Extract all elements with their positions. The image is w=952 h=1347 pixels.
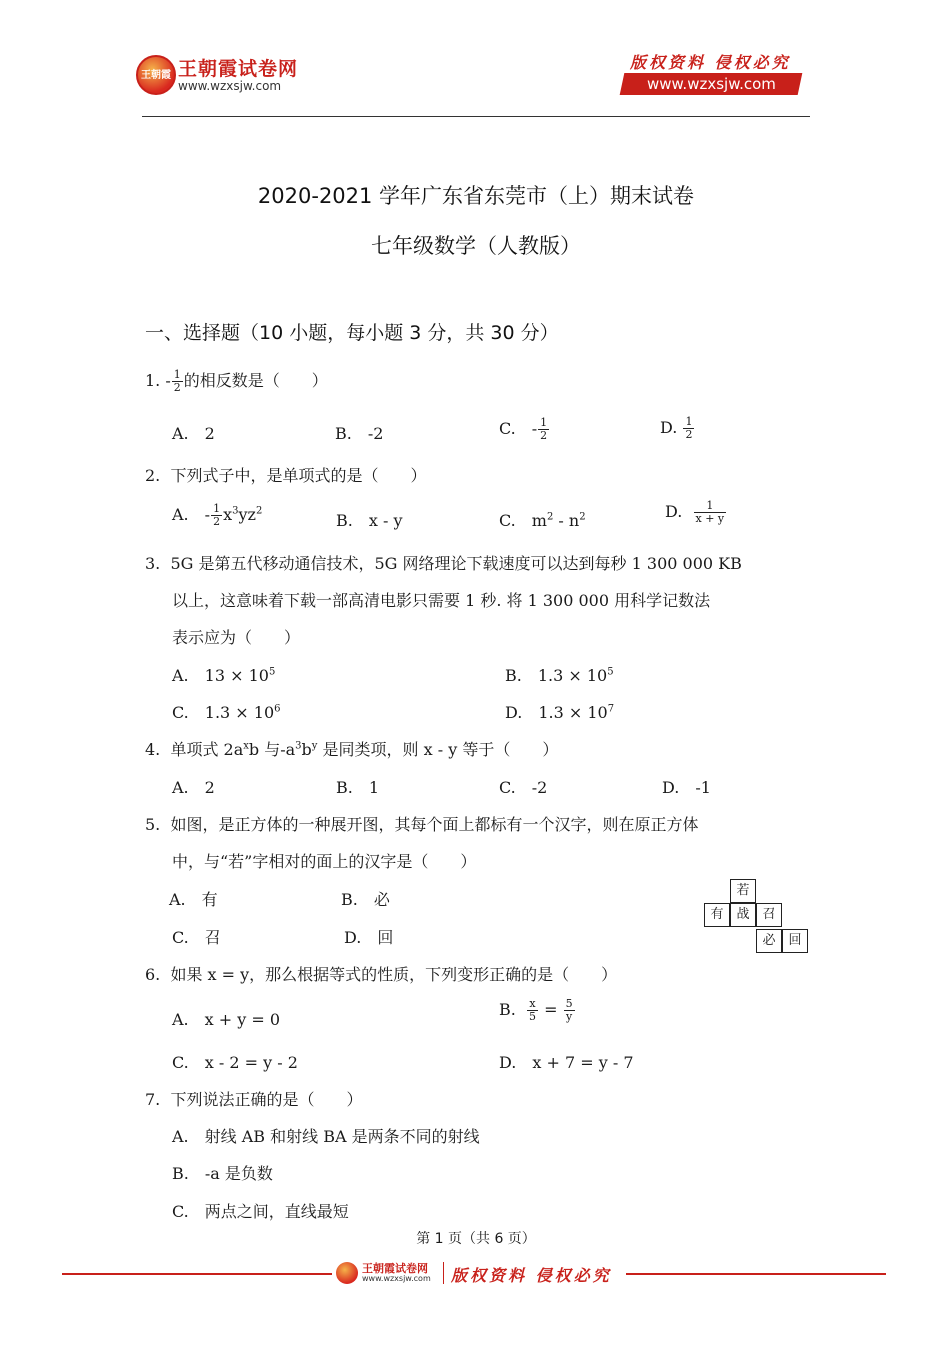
net-cell-bottom-left: 必 <box>756 929 782 953</box>
logo-badge-icon <box>136 55 176 95</box>
q5-option-d[interactable]: D. 回 <box>344 928 394 947</box>
q6-option-a[interactable]: A. x + y = 0 <box>172 1010 281 1029</box>
q6-option-c[interactable]: C. x - 2 = y - 2 <box>172 1053 298 1072</box>
q4-option-d[interactable]: D. -1 <box>662 778 711 797</box>
q5-line-2: 中，与“若”字相对的面上的汉字是（ ） <box>172 852 477 871</box>
section-heading: 一、选择题（10 小题，每小题 3 分，共 30 分） <box>145 322 559 344</box>
q2-option-a[interactable]: A. - $\frac{1}{2}$ $x^3yz^2$ <box>172 502 263 528</box>
rights-url-text: www.wzxsjw.com <box>646 75 776 93</box>
q1-option-d[interactable]: D. $\frac{1}{2}$ <box>660 415 693 441</box>
page-number: 第 1 页（共 6 页） <box>416 1231 536 1247</box>
q7-option-b[interactable]: B. -a 是负数 <box>172 1164 273 1183</box>
q1-option-b[interactable]: B. -2 <box>335 424 384 443</box>
q1-fraction: $\frac{1}{2}$ <box>173 368 181 394</box>
net-cell-row-right: 召 <box>756 903 782 927</box>
rights-url[interactable] <box>620 73 803 95</box>
question-5: 5. 如图，是正方体的一种展开图，其每个面上都标有一个汉字，则在原正方体 <box>145 815 699 834</box>
net-cell-row-mid: 战 <box>730 903 756 927</box>
q2-option-d[interactable]: D. $\frac{1}{x + y}$ <box>665 499 725 525</box>
q4-option-c[interactable]: C. -2 <box>499 778 548 797</box>
cube-net-figure <box>704 879 808 955</box>
footer-logo-icon <box>336 1262 358 1284</box>
q3-option-c[interactable]: C. $1.3 \times 10^6$ <box>172 703 281 722</box>
q1-option-a[interactable]: A. 2 <box>172 424 215 443</box>
footer-logo-name: 王朝霞试卷网 <box>362 1262 428 1275</box>
rights-text: 版权资料 侵权必究 <box>630 53 791 72</box>
q2-option-c[interactable]: C. $m^2 - n^2$ <box>499 511 586 530</box>
q5-option-b[interactable]: B. 必 <box>341 890 390 909</box>
q6-option-d[interactable]: D. x + 7 = y - 7 <box>499 1053 634 1072</box>
q1-number: 1. <box>145 371 161 390</box>
question-6: 6. 如果 x = y，那么根据等式的性质，下列变形正确的是（ ） <box>145 965 618 984</box>
net-cell-top: 若 <box>730 879 756 903</box>
page-subtitle: 七年级数学（人教版） <box>371 234 581 258</box>
net-cell-row-left: 有 <box>704 903 730 927</box>
page-title: 2020-2021 学年广东省东莞市（上）期末试卷 <box>257 184 695 208</box>
question-3: 3. 5G 是第五代移动通信技术，5G 网络理论下载速度可以达到每秒 1 300 000 KB <box>145 554 742 573</box>
question-7: 7. 下列说法正确的是（ ） <box>145 1090 363 1109</box>
q3-option-d[interactable]: D. $1.3 \times 10^7$ <box>505 703 615 722</box>
q7-option-a[interactable]: A. 射线 AB 和射线 BA 是两条不同的射线 <box>172 1127 480 1146</box>
question-4: 4. 单项式 $2a^xb$ 与$-a^3b^y$ 是同类项，则 x - y 等于（ ） <box>145 740 559 759</box>
footer-logo-url[interactable]: www.wzxsjw.com <box>362 1274 431 1283</box>
logo-name: 王朝霞试卷网 <box>178 58 299 80</box>
q6-option-b[interactable]: B. $\frac{x}{5}$ = $\frac{5}{y}$ <box>499 997 573 1023</box>
q1-stem: 的相反数是（ ） <box>183 371 328 390</box>
logo-badge-text: 王朝霞 <box>141 70 171 81</box>
footer-line-right <box>626 1273 886 1275</box>
footer-rights: 版权资料 侵权必究 <box>451 1266 612 1285</box>
q5-option-a[interactable]: A. 有 <box>169 890 218 909</box>
q3-line-3: 表示应为（ ） <box>172 628 301 647</box>
question-1 <box>145 368 328 394</box>
q4-option-b[interactable]: B. 1 <box>336 778 380 797</box>
footer-line-left <box>62 1273 332 1275</box>
q3-option-b[interactable]: B. $1.3 \times 10^5$ <box>505 666 614 685</box>
header-divider <box>142 116 810 117</box>
q1-option-c[interactable]: C. - $\frac{1}{2}$ <box>499 416 548 442</box>
q5-option-c[interactable]: C. 召 <box>172 928 221 947</box>
q4-option-a[interactable]: A. 2 <box>172 778 215 797</box>
question-2: 2. 下列式子中，是单项式的是（ ） <box>145 466 427 485</box>
q1-sign: - <box>165 371 171 390</box>
net-cell-bottom-right: 回 <box>782 929 808 953</box>
logo-url[interactable]: www.wzxsjw.com <box>178 79 282 93</box>
footer-separator <box>443 1262 444 1284</box>
q3-line-2: 以上，这意味着下载一部高清电影只需要 1 秒. 将 1 300 000 用科学记数法 <box>172 591 711 610</box>
q2-option-b[interactable]: B. x - y <box>336 511 403 530</box>
q3-option-a[interactable]: A. $13 \times 10^5$ <box>172 666 276 685</box>
q7-option-c[interactable]: C. 两点之间，直线最短 <box>172 1202 349 1221</box>
